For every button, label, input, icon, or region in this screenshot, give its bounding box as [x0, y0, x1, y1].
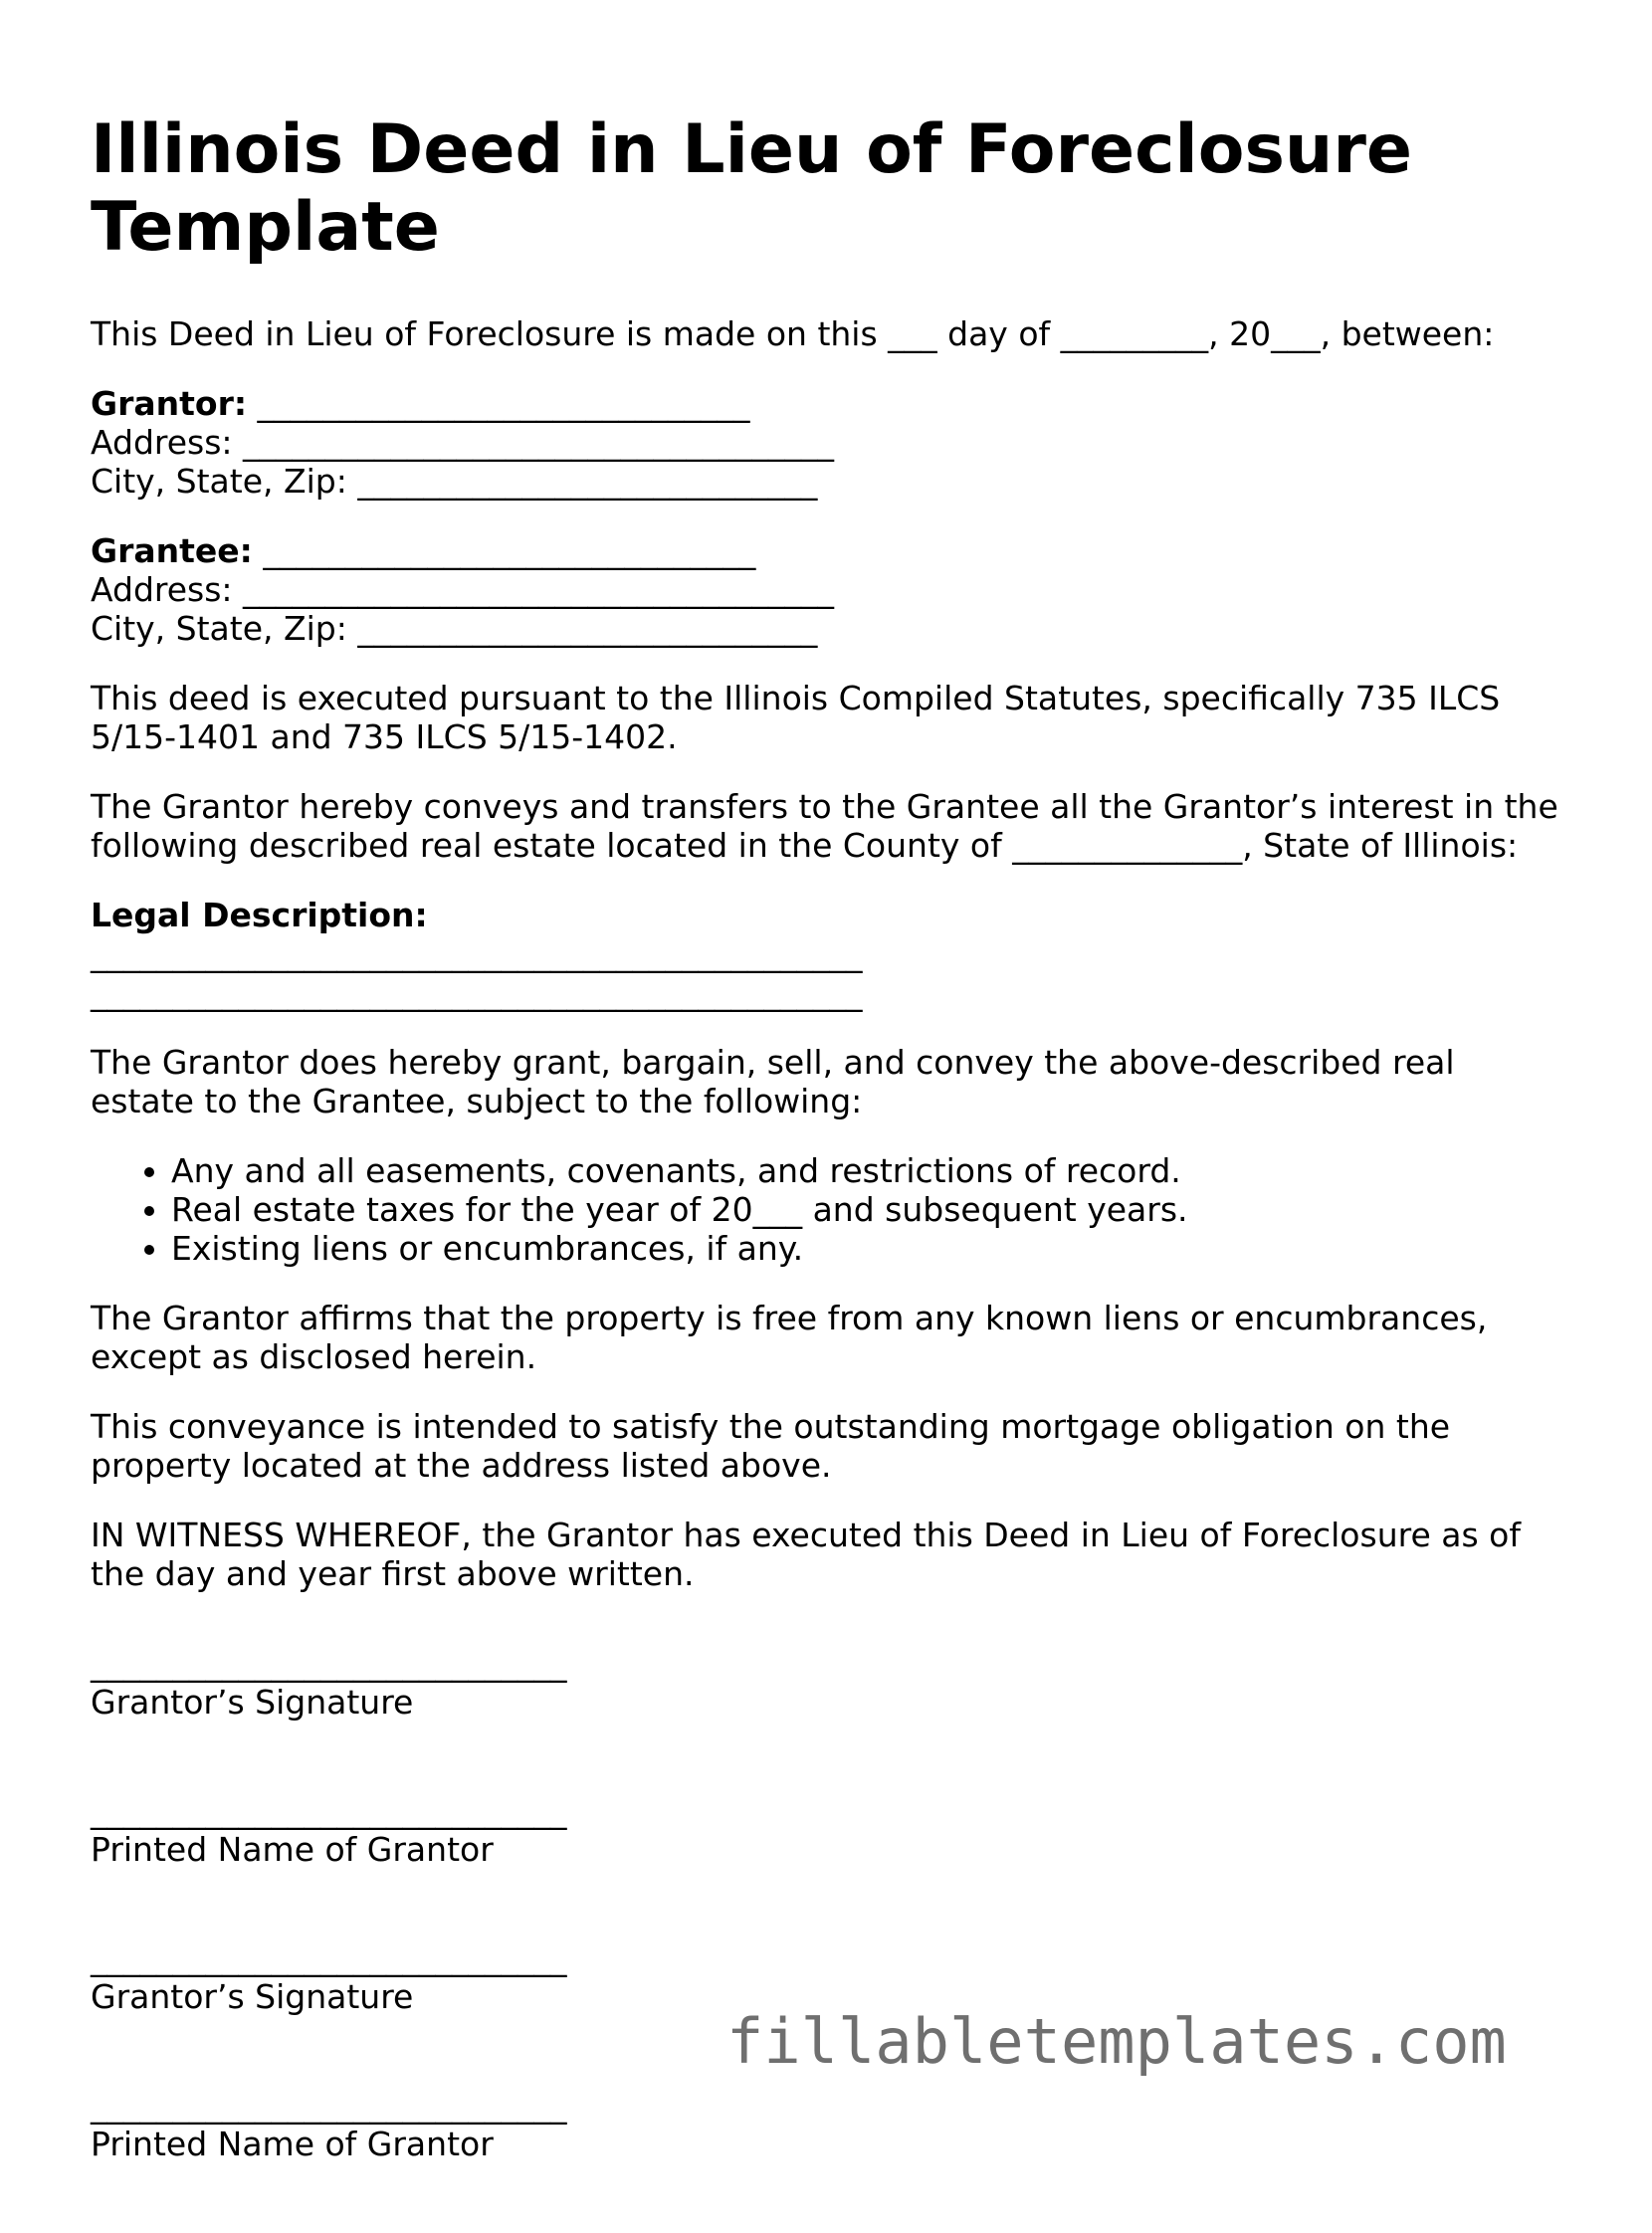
grantee-name-blank: ______________________________ — [263, 531, 756, 570]
signature-section — [91, 1644, 1563, 2163]
list-item: • Any and all easements, covenants, and restrictions of record. — [171, 1151, 1563, 1190]
watermark: fillabletemplates.com — [726, 2005, 1507, 2078]
grantee-label: Grantee: — [91, 531, 253, 570]
grantor-name-line — [91, 384, 1563, 423]
signature-label: Printed Name of Grantor — [91, 1830, 494, 1869]
signature-line: _____________________________ — [91, 1644, 567, 1683]
legal-description-block — [91, 896, 1563, 1012]
signature-label: Grantor’s Signature — [91, 1683, 414, 1722]
signature-line: _____________________________ — [91, 1938, 567, 1977]
grantor-city-line: City, State, Zip: ____________________________ — [91, 462, 818, 501]
document-title: Illinois Deed in Lieu of Foreclosure Template — [91, 110, 1412, 267]
document-page — [91, 111, 1563, 2233]
conveyance-paragraph: The Grantor hereby conveys and transfers to the Grantee all the Grantor’s interest in the following described real estate located in the County of ______________, State of Illinois: — [91, 787, 1558, 865]
legal-description-line-1: _______________________________________________ — [91, 934, 863, 973]
grantor-label: Grantor: — [91, 384, 248, 423]
grantor-name-blank: ______________________________ — [257, 384, 750, 423]
intro-paragraph: This Deed in Lieu of Foreclosure is made on this ___ day of _________, 20___, between: — [91, 314, 1495, 353]
grantor-block — [91, 384, 1563, 501]
witness-paragraph: IN WITNESS WHEREOF, the Grantor has executed this Deed in Lieu of Foreclosure as of the day and year first above written. — [91, 1516, 1521, 1593]
signature-line: _____________________________ — [91, 1791, 567, 1830]
grantee-block — [91, 531, 1563, 648]
grant-paragraph: The Grantor does hereby grant, bargain, sell, and convey the above-described real estate to the Grantee, subject to the following: — [91, 1043, 1455, 1120]
list-item: • Real estate taxes for the year of 20___ and subsequent years. — [171, 1190, 1563, 1229]
intent-paragraph: This conveyance is intended to satisfy the outstanding mortgage obligation on the property located at the address listed above. — [91, 1407, 1451, 1485]
conditions-list — [91, 1151, 1563, 1268]
signature-block-printed-name-1 — [91, 1791, 1563, 1869]
signature-line: _____________________________ — [91, 2086, 567, 2125]
grantee-city-line: City, State, Zip: ____________________________ — [91, 609, 818, 648]
list-item: • Existing liens or encumbrances, if any. — [171, 1229, 1563, 1268]
signature-label: Grantor’s Signature — [91, 1977, 414, 2016]
signature-block-printed-name-2 — [91, 2086, 1563, 2163]
legal-description-label: Legal Description: — [91, 896, 428, 934]
grantee-name-line — [91, 531, 1563, 570]
statute-paragraph: This deed is executed pursuant to the Illinois Compiled Statutes, specifically 735 ILCS 5/15-1401 and 735 ILCS 5/15-1402. — [91, 679, 1501, 756]
grantor-address-line: Address: ____________________________________ — [91, 423, 835, 462]
grantee-address-line: Address: ____________________________________ — [91, 570, 835, 609]
legal-description-line-2: _______________________________________________ — [91, 973, 863, 1012]
affirm-paragraph: The Grantor affirms that the property is free from any known liens or encumbrances, except as disclosed herein. — [91, 1299, 1488, 1376]
signature-block-grantor-signature-1 — [91, 1644, 1563, 1722]
signature-label: Printed Name of Grantor — [91, 2125, 494, 2163]
